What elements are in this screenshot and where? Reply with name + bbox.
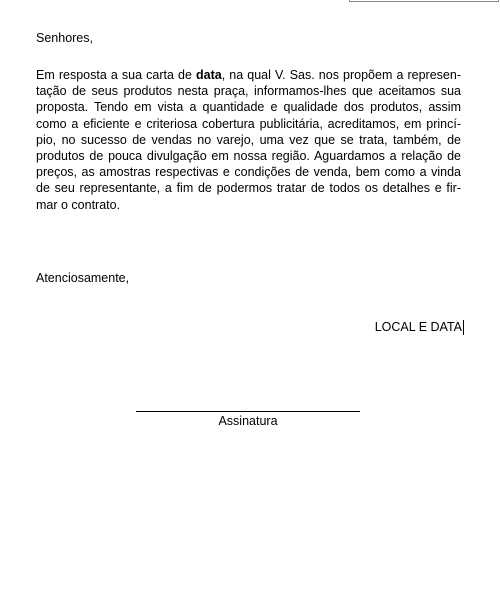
signature-line	[136, 411, 360, 412]
letter-body	[36, 67, 461, 213]
location-date[interactable]	[375, 319, 464, 335]
signature-label: Assinatura	[218, 414, 278, 428]
body-line: mar o contrato.	[36, 197, 121, 212]
body-line: pio, no sucesso de vendas no varejo, uma vez que se trata, também, de	[36, 132, 461, 147]
body-line	[36, 67, 461, 83]
body-line: proposta. Tendo em vista a quantidade e qualidade dos produtos, assim	[36, 100, 461, 115]
text-cursor	[463, 320, 464, 335]
bold-date-word: data	[196, 68, 222, 82]
body-text-segment: Em resposta a sua carta de	[36, 68, 196, 82]
body-line: produtos de pouca divulgação em nossa região. Aguardamos a relação de	[36, 149, 461, 164]
body-text-segment: , na qual V. Sas. nos propõem a represen-	[221, 68, 461, 82]
top-frame-edge	[349, 0, 499, 2]
closing: Atenciosamente,	[36, 271, 130, 285]
body-line: como a eficiente e criteriosa cobertura publicitária, acreditamos, em princí-	[36, 116, 461, 131]
salutation: Senhores,	[36, 31, 93, 45]
location-date-text: LOCAL E DATA	[374, 320, 462, 334]
body-line: tação de seus produtos nesta praça, informamos-lhes que aceitamos sua	[36, 84, 461, 99]
body-line: preços, as amostras respectivas e condições de venda, bem como a vinda	[36, 165, 461, 180]
body-line: de seu representante, a fim de podermos tratar de todos os detalhes e fir-	[36, 181, 461, 196]
